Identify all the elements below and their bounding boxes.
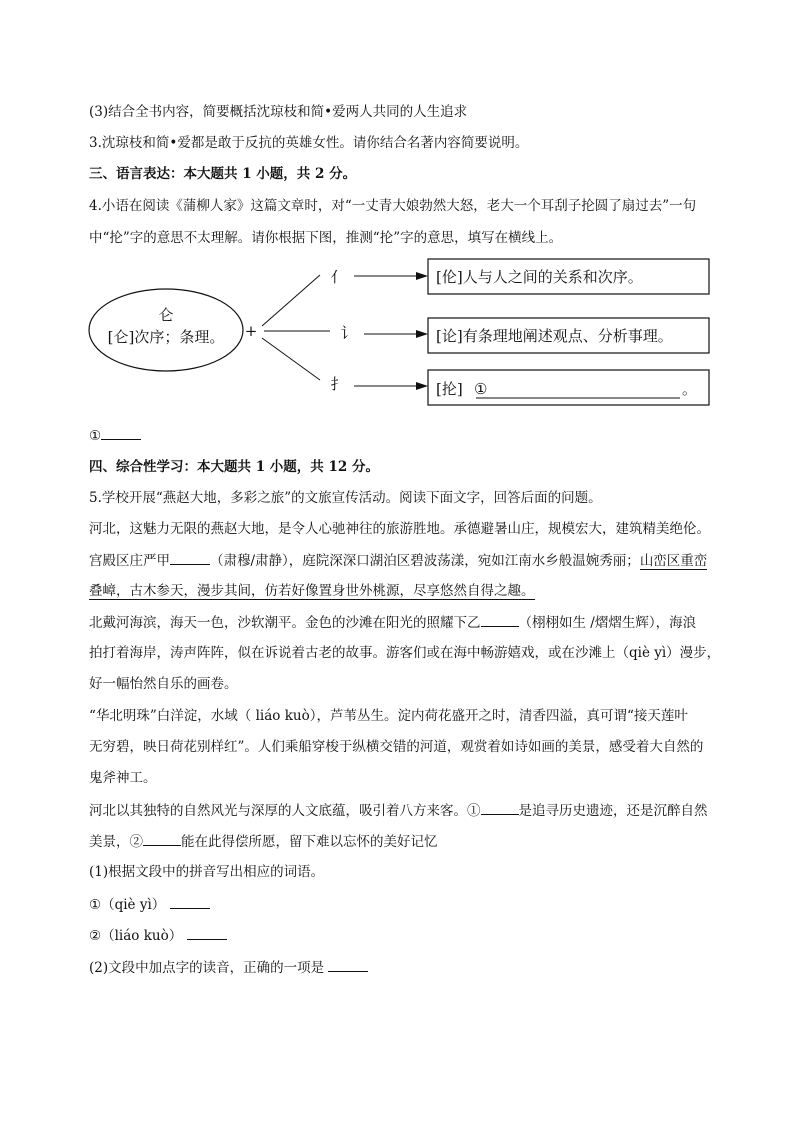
source-character: 仑 — [158, 306, 174, 324]
blank-1[interactable] — [481, 800, 519, 815]
subquestion-1-b — [89, 925, 227, 946]
passage-line-5: 拍打着海岸，涛声阵阵，似在诉说着古老的故事。游客们或在海中畅游嬉戏，或在沙滩上（qiè yì）漫步， — [89, 645, 721, 661]
subquestion-1-a-label: ①（qiè yì） — [89, 897, 166, 913]
definition-box-3-mark: ① — [474, 380, 488, 398]
passage-line-10-a: 河北以其独特的自然风光与深厚的人文底蕴，吸引着八方来客。① — [89, 803, 481, 819]
passage-line-2 — [89, 550, 707, 571]
section-4-heading: 四、综合性学习：本大题共 1 小题，共 12 分。 — [89, 459, 379, 475]
passage-line-7: “华北明珠”白洋淀，水域（ liáo kuò），芦苇丛生。淀内荷花盛开之时，清香四溢，真可谓“接天莲叶 — [89, 708, 688, 724]
passage-line-3-underlined: 叠嶂，古木参天，漫步其间，仿若好像置身世外桃源，尽享悠然自得之趣。 — [89, 583, 535, 599]
arrowhead-1 — [416, 272, 428, 280]
passage-line-10 — [89, 800, 708, 821]
passage-line-1: 河北，这魅力无限的燕赵大地，是令人心驰神往的旅游胜地。承德避暑山庄，规模宏大，建筑精美绝伦。 — [89, 521, 710, 537]
radical-speech: 讠 — [340, 324, 356, 342]
answer-1-mark: ① — [89, 428, 102, 444]
question-5: 5.学校开展“燕赵大地，多彩之旅”的文旅宣传活动。阅读下面文字，回答后面的问题。 — [89, 490, 602, 506]
definition-box-1-text: [伦]人与人之间的关系和次序。 — [436, 268, 643, 286]
subquestion-1: (1)根据文段中的拼音写出相应的词语。 — [89, 864, 325, 880]
question-2-part-3: (3)结合全书内容，简要概括沈琼枝和简•爱两人共同的人生追求 — [89, 104, 468, 120]
radical-person: 亻 — [330, 268, 346, 286]
branch-line-3 — [262, 338, 320, 380]
blank-yi[interactable] — [481, 612, 519, 627]
definition-box-3-prefix: [抡] — [436, 380, 463, 398]
passage-line-2-b: （肃穆/肃静），庭院深深口湖泊区碧波荡漾，宛如江南水乡般温婉秀丽； — [210, 553, 640, 569]
arrowhead-3 — [416, 382, 428, 390]
subquestion-1-a — [89, 894, 210, 915]
subquestion-1-a-blank[interactable] — [170, 894, 210, 909]
passage-line-11-a: 美景，② — [89, 834, 143, 850]
subquestion-1-b-label: ②（liáo kuò） — [89, 928, 183, 944]
passage-line-2-a: 宫殿区庄严甲 — [89, 553, 170, 569]
blank-2[interactable] — [143, 831, 181, 846]
subquestion-2 — [89, 957, 368, 978]
passage-line-10-b: 是追寻历史遗迹，还是沉醉自然 — [518, 803, 708, 819]
definition-box-3-end: 。 — [682, 380, 698, 398]
definition-box-2-text: [论]有条理地阐述观点、分析事理。 — [436, 327, 673, 345]
plus-sign: + — [244, 322, 258, 340]
blank-jia[interactable] — [170, 550, 210, 565]
branch-line-1 — [262, 275, 320, 326]
definition-box-3 — [428, 370, 709, 405]
character-diagram — [0, 250, 794, 415]
passage-line-2-underlined: 山峦区重峦 — [639, 553, 708, 569]
subquestion-2-blank[interactable] — [328, 957, 368, 972]
section-3-heading: 三、语言表达：本大题共 1 小题，共 2 分。 — [89, 166, 357, 182]
passage-line-11 — [89, 831, 438, 852]
answer-1-blank[interactable] — [101, 425, 141, 440]
source-definition: [仑]次序；条理。 — [107, 328, 225, 346]
radical-hand: 扌 — [330, 375, 346, 393]
answer-line-1 — [89, 425, 141, 446]
subquestion-1-b-blank[interactable] — [187, 925, 227, 940]
question-3: 3.沈琼枝和简•爱都是敢于反抗的英雄女性。请你结合名著内容简要说明。 — [89, 135, 529, 151]
subquestion-2-label: (2)文段中加点字的读音，正确的一项是 — [89, 960, 325, 976]
passage-line-4-b: （栩栩如生 /熠熠生辉），海浪 — [518, 615, 697, 631]
arrowhead-2 — [416, 330, 428, 338]
passage-line-3 — [89, 581, 535, 601]
passage-line-6: 好一幅怡然自乐的画卷。 — [89, 676, 238, 692]
passage-line-4 — [89, 612, 696, 633]
passage-line-9: 鬼斧神工。 — [89, 770, 157, 786]
passage-line-11-b: 能在此得偿所愿，留下难以忘怀的美好记忆 — [181, 834, 438, 850]
question-4-line-1: 4.小语在阅读《蒲柳人家》这篇文章时，对“一丈青大娘勃然大怒，老大一个耳刮子抡圆了扇过去”一句 — [89, 198, 697, 214]
passage-line-8: 无穷碧，映日荷花别样红”。人们乘船穿梭于纵横交错的河道，观赏着如诗如画的美景，感受着大自然的 — [89, 739, 704, 755]
question-4-line-2: 中“抡”字的意思不太理解。请你根据下图，推测“抡”字的意思，填写在横线上。 — [89, 230, 563, 246]
passage-line-4-a: 北戴河海滨，海天一色，沙软潮平。金色的沙滩在阳光的照耀下乙 — [89, 615, 481, 631]
